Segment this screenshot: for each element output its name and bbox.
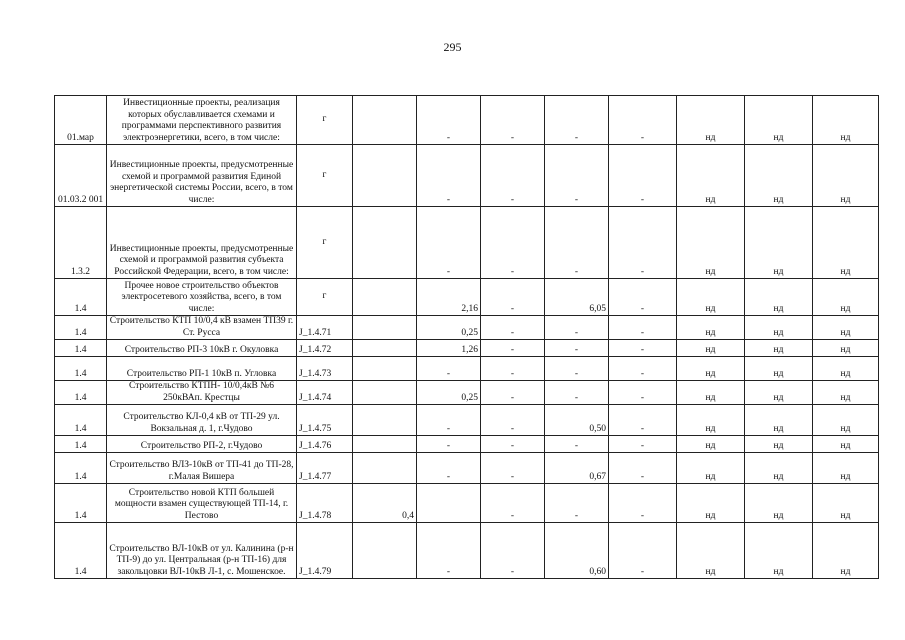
value-col-2: 2,16 — [417, 279, 481, 316]
value-col-7: нд — [745, 96, 813, 145]
value-col-2: - — [417, 357, 481, 381]
value-col-2: - — [417, 523, 481, 579]
value-col-1 — [353, 405, 417, 436]
table-row — [55, 96, 879, 145]
table-row — [55, 279, 879, 316]
value-col-1 — [353, 523, 417, 579]
value-col-1 — [353, 381, 417, 405]
value-col-1 — [353, 340, 417, 357]
row-code: 1.4 — [55, 381, 107, 405]
table-body — [55, 96, 879, 579]
value-col-2: - — [417, 96, 481, 145]
value-col-1 — [353, 316, 417, 340]
row-code: 1.3.2 — [55, 207, 107, 279]
value-col-2: - — [417, 145, 481, 207]
value-col-8: нд — [813, 96, 879, 145]
value-col-7: нд — [745, 381, 813, 405]
row-identifier: J_1.4.73 — [297, 357, 353, 381]
value-col-6: нд — [677, 340, 745, 357]
value-col-3: - — [481, 436, 545, 453]
value-col-7: нд — [745, 316, 813, 340]
value-col-1 — [353, 207, 417, 279]
table-row — [55, 523, 879, 579]
row-identifier: J_1.4.77 — [297, 453, 353, 484]
value-col-5: - — [609, 357, 677, 381]
value-col-8: нд — [813, 436, 879, 453]
value-col-5: - — [609, 453, 677, 484]
value-col-4: - — [545, 357, 609, 381]
row-description: Инвестиционные проекты, реализация которых обуславливается схемами и программами перспективного развития электроэнергетики, всего, в том числе: — [107, 96, 297, 145]
value-col-7: нд — [745, 523, 813, 579]
value-col-8: нд — [813, 145, 879, 207]
value-col-3: - — [481, 357, 545, 381]
value-col-3: - — [481, 279, 545, 316]
row-code: 1.4 — [55, 357, 107, 381]
value-col-5: - — [609, 96, 677, 145]
value-col-8: нд — [813, 279, 879, 316]
page-number: 295 — [443, 40, 462, 54]
value-col-6: нд — [677, 436, 745, 453]
value-col-6: нд — [677, 484, 745, 523]
value-col-3: - — [481, 405, 545, 436]
row-code: 1.4 — [55, 436, 107, 453]
value-col-6: нд — [677, 453, 745, 484]
row-description: Строительство КТПН- 10/0,4кВ №6 250кВАп. Крестцы — [107, 381, 297, 405]
row-identifier: J_1.4.78 — [297, 484, 353, 523]
value-col-2 — [417, 484, 481, 523]
value-col-1 — [353, 279, 417, 316]
value-col-5: - — [609, 381, 677, 405]
value-col-4: - — [545, 96, 609, 145]
value-col-8: нд — [813, 523, 879, 579]
value-col-4: 6,05 — [545, 279, 609, 316]
table-row — [55, 207, 879, 279]
value-col-7: нд — [745, 484, 813, 523]
value-col-8: нд — [813, 207, 879, 279]
value-col-1 — [353, 357, 417, 381]
value-col-7: нд — [745, 145, 813, 207]
row-description: Строительство РП-3 10кВ г. Окуловка — [107, 340, 297, 357]
value-col-4: - — [545, 340, 609, 357]
value-col-8: нд — [813, 357, 879, 381]
value-col-7: нд — [745, 405, 813, 436]
row-code: 1.4 — [55, 405, 107, 436]
value-col-5: - — [609, 484, 677, 523]
table-row — [55, 340, 879, 357]
table-row — [55, 316, 879, 340]
row-code: 1.4 — [55, 453, 107, 484]
value-col-6: нд — [677, 316, 745, 340]
value-col-6: нд — [677, 145, 745, 207]
row-identifier: г — [297, 96, 353, 145]
value-col-3: - — [481, 484, 545, 523]
table-row — [55, 357, 879, 381]
value-col-5: - — [609, 405, 677, 436]
row-description: Строительство ВЛЗ-10кВ от ТП-41 до ТП-28, г.Малая Вишера — [107, 453, 297, 484]
value-col-8: нд — [813, 484, 879, 523]
value-col-3: - — [481, 316, 545, 340]
value-col-8: нд — [813, 340, 879, 357]
value-col-4: 0,67 — [545, 453, 609, 484]
row-identifier: г — [297, 145, 353, 207]
value-col-1: 0,4 — [353, 484, 417, 523]
row-description: Прочее новое строительство объектов электросетевого хозяйства, всего, в том числе: — [107, 279, 297, 316]
investment-table — [54, 95, 879, 579]
row-description: Строительство новой КТП большей мощности взамен существующей ТП-14, г. Пестово — [107, 484, 297, 523]
value-col-5: - — [609, 207, 677, 279]
row-code: 1.4 — [55, 484, 107, 523]
table-row — [55, 405, 879, 436]
value-col-3: - — [481, 523, 545, 579]
value-col-7: нд — [745, 436, 813, 453]
row-identifier: J_1.4.71 — [297, 316, 353, 340]
value-col-4: 0,60 — [545, 523, 609, 579]
value-col-7: нд — [745, 279, 813, 316]
value-col-3: - — [481, 340, 545, 357]
row-identifier: J_1.4.76 — [297, 436, 353, 453]
table-row — [55, 436, 879, 453]
value-col-2: 0,25 — [417, 316, 481, 340]
value-col-6: нд — [677, 279, 745, 316]
value-col-6: нд — [677, 523, 745, 579]
value-col-8: нд — [813, 316, 879, 340]
value-col-4: - — [545, 381, 609, 405]
value-col-1 — [353, 145, 417, 207]
value-col-8: нд — [813, 405, 879, 436]
value-col-6: нд — [677, 357, 745, 381]
table-row — [55, 145, 879, 207]
value-col-3: - — [481, 381, 545, 405]
row-identifier: J_1.4.79 — [297, 523, 353, 579]
value-col-5: - — [609, 436, 677, 453]
row-description: Строительство КЛ-0,4 кВ от ТП-29 ул. Вокзальная д. 1, г.Чудово — [107, 405, 297, 436]
value-col-8: нд — [813, 453, 879, 484]
row-identifier: J_1.4.75 — [297, 405, 353, 436]
value-col-1 — [353, 453, 417, 484]
row-code: 01.03.2 001 — [55, 145, 107, 207]
value-col-3: - — [481, 453, 545, 484]
value-col-2: - — [417, 453, 481, 484]
value-col-5: - — [609, 145, 677, 207]
value-col-2: 1,26 — [417, 340, 481, 357]
row-identifier: г — [297, 279, 353, 316]
value-col-4: - — [545, 207, 609, 279]
row-description: Строительство РП-1 10кВ п. Угловка — [107, 357, 297, 381]
value-col-5: - — [609, 340, 677, 357]
row-identifier: г — [297, 207, 353, 279]
value-col-2: - — [417, 436, 481, 453]
value-col-4: - — [545, 484, 609, 523]
value-col-2: - — [417, 207, 481, 279]
value-col-5: - — [609, 523, 677, 579]
value-col-2: - — [417, 405, 481, 436]
row-identifier: J_1.4.74 — [297, 381, 353, 405]
value-col-8: нд — [813, 381, 879, 405]
row-code: 1.4 — [55, 523, 107, 579]
value-col-6: нд — [677, 96, 745, 145]
row-code: 01.мар — [55, 96, 107, 145]
row-description: Строительство РП-2, г.Чудово — [107, 436, 297, 453]
value-col-6: нд — [677, 207, 745, 279]
value-col-6: нд — [677, 405, 745, 436]
table-row — [55, 381, 879, 405]
row-identifier: J_1.4.72 — [297, 340, 353, 357]
value-col-4: - — [545, 145, 609, 207]
row-code: 1.4 — [55, 279, 107, 316]
row-description: Инвестиционные проекты, предусмотренные схемой и программой развития Единой энергетической системы России, всего, в том числе: — [107, 145, 297, 207]
row-code: 1.4 — [55, 316, 107, 340]
value-col-5: - — [609, 279, 677, 316]
row-description: Строительство КТП 10/0,4 кВ взамен ТП39 г. Ст. Русса — [107, 316, 297, 340]
row-description: Инвестиционные проекты, предусмотренные схемой и программой развития субъекта Российской Федерации, всего, в том числе: — [107, 207, 297, 279]
value-col-5: - — [609, 316, 677, 340]
value-col-3: - — [481, 96, 545, 145]
value-col-6: нд — [677, 381, 745, 405]
value-col-3: - — [481, 207, 545, 279]
row-code: 1.4 — [55, 340, 107, 357]
row-description: Строительство ВЛ-10кВ от ул. Калинина (р-н ТП-9) до ул. Центральная (р-н ТП-16) для закольцовки ВЛ-10кВ Л-1, с. Мошенское. — [107, 523, 297, 579]
value-col-4: - — [545, 316, 609, 340]
value-col-1 — [353, 96, 417, 145]
value-col-7: нд — [745, 207, 813, 279]
value-col-2: 0,25 — [417, 381, 481, 405]
table-row — [55, 484, 879, 523]
value-col-3: - — [481, 145, 545, 207]
value-col-7: нд — [745, 453, 813, 484]
value-col-1 — [353, 436, 417, 453]
value-col-7: нд — [745, 357, 813, 381]
value-col-7: нд — [745, 340, 813, 357]
value-col-4: 0,50 — [545, 405, 609, 436]
table-row — [55, 453, 879, 484]
value-col-4: - — [545, 436, 609, 453]
